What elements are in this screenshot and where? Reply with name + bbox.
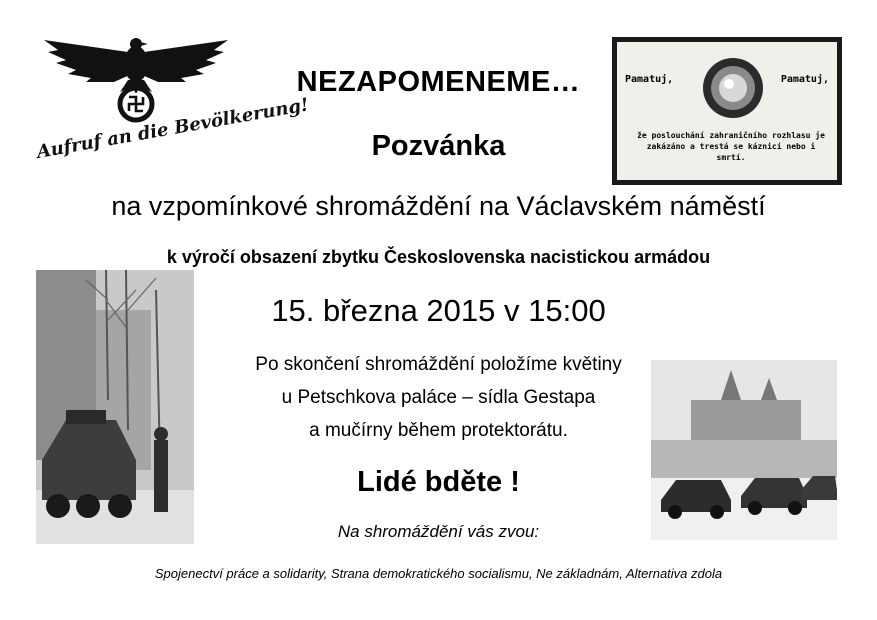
organizers-list: Spojenectví práce a solidarity, Strana demokratického socialismu, Ne základnám, Alternativa zdola	[154, 566, 723, 581]
flowers-line-3: a mučírny během protektorátu.	[309, 420, 568, 441]
event-place: na vzpomínkové shromáždění na Václavském náměstí	[111, 191, 766, 221]
invitation-heading: Pozvánka	[371, 130, 506, 162]
poster-left-label: Pamatuj,	[625, 74, 674, 85]
event-date-time: 15. března 2015 v 15:00	[271, 293, 606, 328]
eagle-caption-text: Aufruf an die Bevölkerung!	[35, 94, 311, 163]
poster-text: že poslouchání zahraničního rozhlasu je zakázáno a trestá se káznicí nebo i smrtí.	[637, 131, 825, 162]
slogan: Lidé bděte !	[357, 466, 520, 498]
poster-right-label: Pamatuj,	[780, 74, 829, 85]
event-occasion: k výročí obsazení zbytku Československa nacistickou armádou	[166, 247, 711, 267]
flowers-line-1: Po skončení shromáždění položíme květiny	[255, 354, 622, 375]
invited-by-label: Na shromáždění vás zvou:	[337, 522, 540, 541]
flowers-line-2: u Petschkova paláce – sídla Gestapa	[281, 387, 596, 408]
page-title: NEZAPOMENEME…	[296, 66, 581, 98]
